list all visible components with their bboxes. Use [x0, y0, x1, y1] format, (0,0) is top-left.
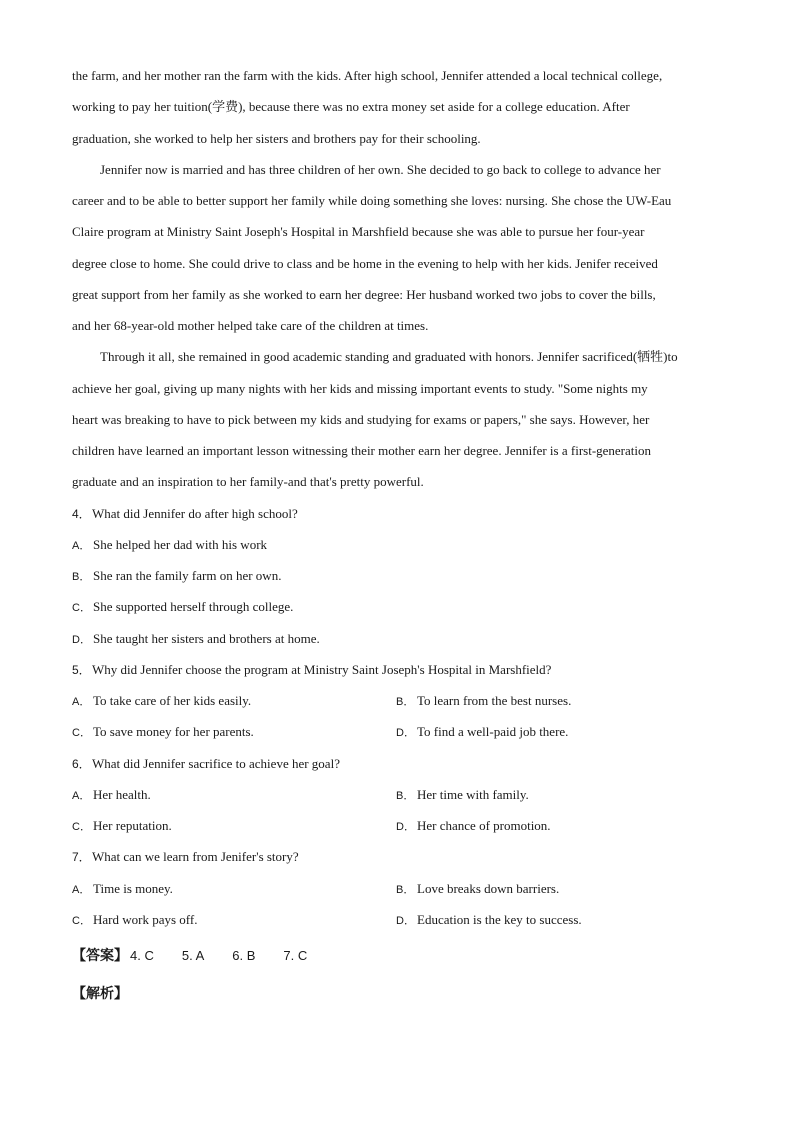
question-number: 7．	[72, 850, 91, 865]
option-letter: D．	[396, 914, 415, 927]
option-c[interactable]	[72, 724, 254, 739]
option-letter: C．	[72, 821, 91, 833]
question-number: 6．	[72, 756, 91, 771]
question-stem: What did Jennifer sacrifice to achieve her goal?	[92, 755, 340, 771]
option-text: She ran the family farm on her own.	[93, 568, 282, 583]
option-letter: B．	[396, 883, 415, 896]
option-text: To find a well-paid job there.	[417, 724, 569, 740]
option-text: She supported herself through college.	[93, 599, 294, 615]
option-letter: C．	[72, 914, 91, 927]
passage-line: the farm, and her mother ran the farm with the kids. After high school, Jennifer attended a local technical college,	[72, 68, 663, 83]
question-4	[72, 498, 722, 654]
answer-line	[72, 940, 722, 971]
question-7	[72, 841, 722, 935]
option-a[interactable]	[72, 881, 173, 896]
option-letter: C．	[72, 602, 91, 615]
option-letter: D．	[396, 821, 415, 833]
analysis-line	[72, 978, 722, 1009]
option-text: Her time with family.	[417, 786, 529, 802]
answer-item: 6. B	[232, 948, 256, 963]
option-b[interactable]	[396, 779, 529, 812]
option-a[interactable]	[72, 529, 722, 560]
option-c[interactable]	[72, 912, 197, 927]
analysis-label: 【解析】	[72, 985, 128, 1002]
option-text: Hard work pays off.	[93, 911, 198, 927]
option-c[interactable]	[72, 818, 172, 833]
option-letter: B．	[396, 789, 415, 802]
answer-item: 5. A	[181, 948, 205, 963]
option-letter: C．	[72, 727, 91, 740]
option-d[interactable]	[396, 716, 568, 749]
option-text: Her health.	[93, 786, 151, 802]
passage-line: heart was breaking to have to pick between my kids and studying for exams or papers," she says. However, her	[72, 411, 650, 427]
passage-line: working to pay her tuition(学费), because there was no extra money set aside for a college education. After	[72, 99, 630, 115]
question-stem: What did Jennifer do after high school?	[92, 505, 298, 521]
option-b[interactable]	[396, 873, 559, 906]
option-a[interactable]	[72, 787, 151, 802]
passage-line: and her 68-year-old mother helped take care of the children at times.	[72, 318, 429, 333]
option-a[interactable]	[72, 693, 251, 708]
question-5	[72, 654, 722, 748]
option-d[interactable]	[396, 904, 582, 937]
option-text: She helped her dad with his work	[93, 536, 268, 552]
question-stem: What can we learn from Jenifer's story?	[92, 849, 299, 865]
option-d[interactable]	[72, 623, 722, 654]
passage-line: children have learned an important lesson witnessing their mother earn her degree. Jennifer is a first-generation	[72, 443, 652, 458]
option-letter: A．	[72, 789, 91, 802]
option-text: Love breaks down barriers.	[417, 880, 560, 896]
passage-line: graduate and an inspiration to her family-and that's pretty powerful.	[72, 474, 424, 490]
passage-line: career and to be able to better support her family while doing something she loves: nursing. She chose the UW-Eau	[72, 193, 672, 208]
question-number: 5．	[72, 662, 91, 677]
passage-line: graduation, she worked to help her sisters and brothers pay for their schooling.	[72, 130, 481, 146]
option-letter: B．	[396, 696, 415, 708]
option-d[interactable]	[396, 810, 551, 843]
option-text: Her reputation.	[93, 818, 172, 833]
passage-line: Claire program at Ministry Saint Joseph's Hospital in Marshfield because she was able to pursue her four-year	[72, 224, 645, 240]
option-b[interactable]	[396, 685, 571, 718]
page-content	[72, 60, 722, 1010]
passage-line: great support from her family as she worked to earn her degree: Her husband worked two jobs to cover the bills,	[72, 286, 656, 302]
option-text: To take care of her kids easily.	[93, 693, 252, 708]
question-stem: Why did Jennifer choose the program at Ministry Saint Joseph's Hospital in Marshfield?	[92, 661, 552, 677]
option-letter: A．	[72, 883, 91, 896]
answer-item: 7. C	[283, 948, 308, 963]
option-letter: D．	[396, 727, 415, 740]
passage-paragraph-1	[72, 60, 722, 154]
passage-line: Jennifer now is married and has three children of her own. She decided to go back to college to advance her	[100, 161, 661, 177]
passage-line: achieve her goal, giving up many nights with her kids and missing important events to study. "Some nights my	[72, 380, 648, 396]
option-text: To save money for her parents.	[93, 724, 254, 740]
question-number: 4．	[72, 506, 91, 521]
passage-line: Through it all, she remained in good academic standing and graduated with honors. Jennifer sacrificed(牺牲)to	[100, 349, 678, 365]
passage-paragraph-2	[72, 154, 722, 342]
option-letter: A．	[72, 539, 91, 552]
option-text: To learn from the best nurses.	[417, 693, 572, 708]
option-b[interactable]	[72, 560, 722, 591]
question-6	[72, 748, 722, 842]
passage-line: degree close to home. She could drive to class and be home in the evening to help with her kids. Jenifer received	[72, 255, 658, 271]
option-letter: D．	[72, 633, 91, 646]
passage-paragraph-3	[72, 341, 722, 497]
answer-item: 4. C	[130, 948, 154, 963]
answer-label: 【答案】	[72, 947, 128, 963]
option-c[interactable]	[72, 591, 722, 622]
option-letter: A．	[72, 696, 91, 708]
option-text: Her chance of promotion.	[417, 818, 551, 833]
option-text: Education is the key to success.	[417, 911, 582, 927]
option-text: She taught her sisters and brothers at home.	[93, 630, 320, 646]
option-text: Time is money.	[93, 880, 173, 896]
option-letter: B．	[72, 571, 91, 583]
